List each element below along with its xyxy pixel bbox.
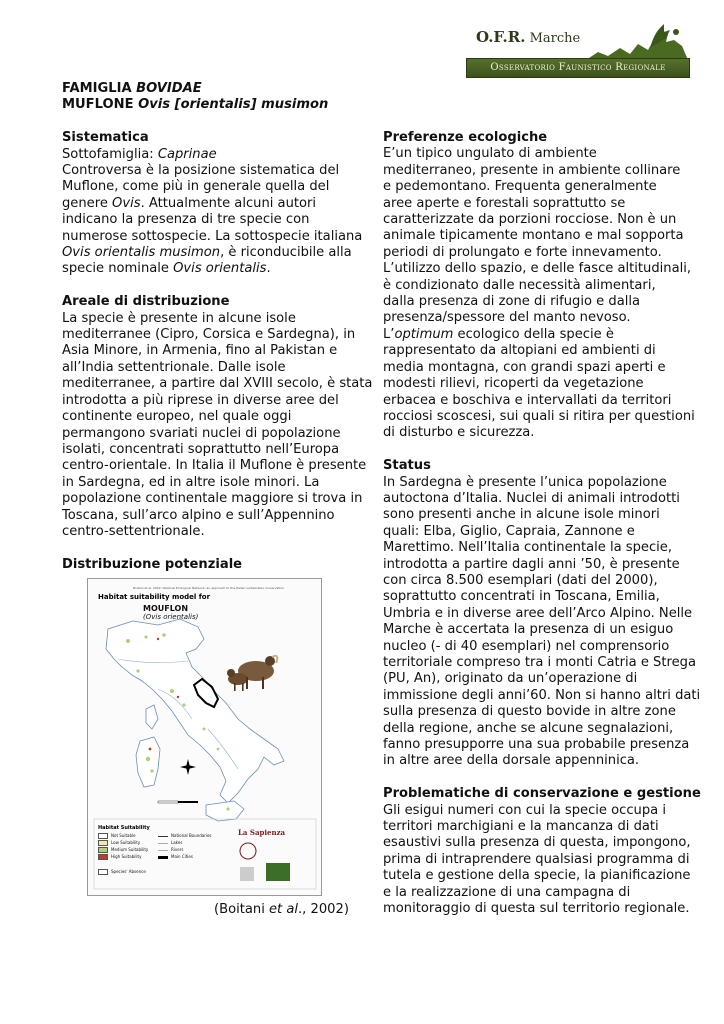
logo-title: O.F.R. Marche — [476, 28, 581, 46]
text-line: caratterizzate da porzioni rocciose. Non è un — [383, 212, 677, 228]
text-line: Asia Minore, in Armenia, fino al Pakistan e — [62, 343, 338, 359]
text-line: soprattutto concentrati in Toscana, Emilia, — [383, 589, 660, 605]
text-line: permangono svariati nuclei di popolazione — [62, 425, 341, 441]
text-line: continente europeo, nel quale oggi — [62, 409, 292, 425]
text-line: erbacea e boschiva e intervallati da territori — [383, 392, 672, 408]
text-line: con circa 8.500 esemplari (dati del 2000), — [383, 572, 658, 588]
text-line: della regione, anche se alcune segnalazioni, — [383, 720, 674, 736]
text-line: fanno presupporre una sua probabile presenza — [383, 737, 690, 753]
text-line: Toscana, sull’arco alpino e sull’Appennino — [62, 507, 335, 523]
text-line: aree aperte e forestali soprattutto se — [383, 195, 626, 211]
text-line: L’utilizzo dello spazio, e delle fasce altitudinali, — [383, 261, 692, 277]
text-line: La specie è presente in alcune isole — [62, 310, 296, 326]
text-line: e la realizzazione di una campagna di — [383, 884, 631, 900]
text-line: di disturbo e sicurezza. — [383, 425, 535, 441]
species-heading: MUFLONE Ovis [orientalis] musimon — [62, 97, 329, 113]
text-line: animale tipicamente montano e mal sopporta — [383, 228, 684, 244]
legend-item: National Boundaries — [158, 833, 212, 839]
legend-item: Medium Suitability — [98, 847, 148, 853]
text-line: Gli esigui numeri con cui la specie occupa i — [383, 802, 666, 818]
text-line: genere Ovis. Attualmente alcuni autori — [62, 195, 317, 211]
text-line: popolazione continentale maggiore si trova in — [62, 491, 363, 507]
text-line: mediterranee, a partire dal XVIII secolo, è stata — [62, 376, 373, 392]
text-line: territoriale compreso tra i monti Catria e Strega — [383, 654, 696, 670]
text-line: modesti rilievi, ricoperti da vegetazione — [383, 376, 644, 392]
text-line: centro-orientale. In Italia il Muflone è presente — [62, 458, 367, 474]
text-line: prima di intraprendere qualsiasi programma di — [383, 851, 690, 867]
map-title: Habitat suitability model for — [98, 593, 211, 601]
map-species-latin: (Ovis orientalis) — [143, 613, 199, 621]
text-line: introdotta a più riprese in diverse aree del — [62, 392, 339, 408]
text-line: Controversa è la posizione sistematica del — [62, 163, 340, 179]
text-line: nucleo (- di 40 esemplari) nel comprensorio — [383, 638, 670, 654]
text-line: sulla presenza di questo bovide in altre zone — [383, 704, 676, 720]
text-line: territori marchigiani e la mancanza di dati — [383, 819, 659, 835]
text-line: tutela e gestione della specie, la pianificazione — [383, 868, 691, 884]
text-line: monitoraggio di questa sul territorio regionale. — [383, 901, 690, 917]
text-line: Ovis orientalis musimon, è riconducibile alla — [62, 245, 352, 261]
text-line: (PU, An), originato da un’operazione di — [383, 671, 638, 687]
sapienza-logo: La Sapienza — [238, 828, 286, 837]
text-line: è condizionato dalle necessità alimentari, — [383, 277, 656, 293]
text-line: all’India settentrionale. Dalle isole — [62, 359, 286, 375]
section-heading-areale: Areale di distribuzione — [62, 294, 230, 310]
section-heading-sistematica: Sistematica — [62, 130, 149, 146]
ofr-logo — [466, 22, 690, 82]
text-line: in altre aree della dorsale appenninica. — [383, 753, 640, 769]
text-line: Muflone, come più in generale quella del — [62, 179, 330, 195]
section-heading-status: Status — [383, 458, 431, 474]
left-column — [62, 81, 373, 573]
text-line: centro-settentrionale. — [62, 523, 205, 539]
figure-caption: (Boitani et al., 2002) — [214, 902, 349, 917]
institution-logos-icon — [238, 841, 298, 885]
subfamily-line: Sottofamiglia: Caprinae — [62, 146, 217, 162]
text-line: e pedemontano. Frequenta generalmente — [383, 179, 657, 195]
text-line: indicano la presenza di tre specie con — [62, 212, 310, 228]
family-heading: FAMIGLIA BOVIDAE — [62, 81, 202, 96]
text-line: In Sardegna è presente l’unica popolazione — [383, 474, 667, 490]
text-line: quali: Elba, Giglio, Capraia, Zannone e — [383, 523, 635, 539]
animal-silhouettes-icon — [578, 22, 690, 62]
text-line: rappresentato da altopiani ed ambienti di — [383, 343, 656, 359]
text-line: Marettimo. Nell’Italia continentale la specie, — [383, 540, 673, 556]
text-line: L’optimum ecologico della specie è — [383, 326, 614, 342]
right-column — [383, 130, 701, 917]
legend-title: Habitat Suitability — [98, 825, 150, 831]
text-line: isolati, concentrati soprattutto nell’Europa — [62, 441, 340, 457]
legend-item: Not Suitable — [98, 833, 136, 839]
text-line: E’un tipico ungulato di ambiente — [383, 146, 597, 162]
text-line: mediterranee (Cipro, Corsica e Sardegna), in — [62, 327, 356, 343]
text-line: autoctona d’Italia. Nuclei di animali introdotti — [383, 490, 680, 506]
text-line: esaustivi sulla presenza di questa, impongono, — [383, 835, 691, 851]
text-line: specie nominale Ovis orientalis. — [62, 261, 271, 277]
habitat-suitability-map — [87, 578, 322, 896]
legend-item: Lakes — [158, 840, 182, 846]
map-source-note: Boitani et al. 2002. National Ecological Network: an approach to the Italian vertebrates conservation — [133, 586, 285, 590]
map-species: MOUFLON — [143, 604, 189, 613]
legend-item: Species' Absence — [98, 869, 146, 875]
logo-band: Osservatorio Faunistico Regionale — [466, 58, 690, 78]
text-line: presenza/spessore del manto nevoso. — [383, 310, 631, 326]
text-line: sono presenti anche in alcune isole minori — [383, 507, 660, 523]
section-heading-problematiche: Problematiche di conservazione e gestione — [383, 786, 701, 802]
text-line: Umbria e in diverse aree dell’Arco Alpino. Nelle — [383, 605, 693, 621]
text-line: periodi di prolungato e forte innevamento. — [383, 244, 662, 260]
section-heading-preferenze: Preferenze ecologiche — [383, 130, 548, 145]
text-line: in Sardegna, ed in altre isole minori. La — [62, 474, 320, 490]
text-line: immissione degli anni’60. Non si hanno altri dati — [383, 687, 701, 703]
text-line: Marche è accertata la presenza di un esiguo — [383, 622, 674, 638]
legend-item: Low Suitability — [98, 840, 140, 846]
text-line: dalla presenza di zone di rifugio e dalla — [383, 294, 641, 310]
text-line: mediterraneo, presente in ambiente collinare — [383, 162, 681, 178]
legend-item: Main Cities — [158, 854, 193, 860]
legend-item: High Suitability — [98, 854, 141, 860]
text-line: rocciosi scoscesi, sui quali si ritira per questioni — [383, 408, 695, 424]
section-heading-distribuzione: Distribuzione potenziale — [62, 556, 243, 572]
text-line: introdotta a partire dagli anni ’50, è presente — [383, 556, 680, 572]
text-line: media montagna, con grandi spazi aperti e — [383, 359, 666, 375]
text-line: numerose sottospecie. La sottospecie italiana — [62, 228, 363, 244]
legend-item: Rivers — [158, 847, 183, 853]
